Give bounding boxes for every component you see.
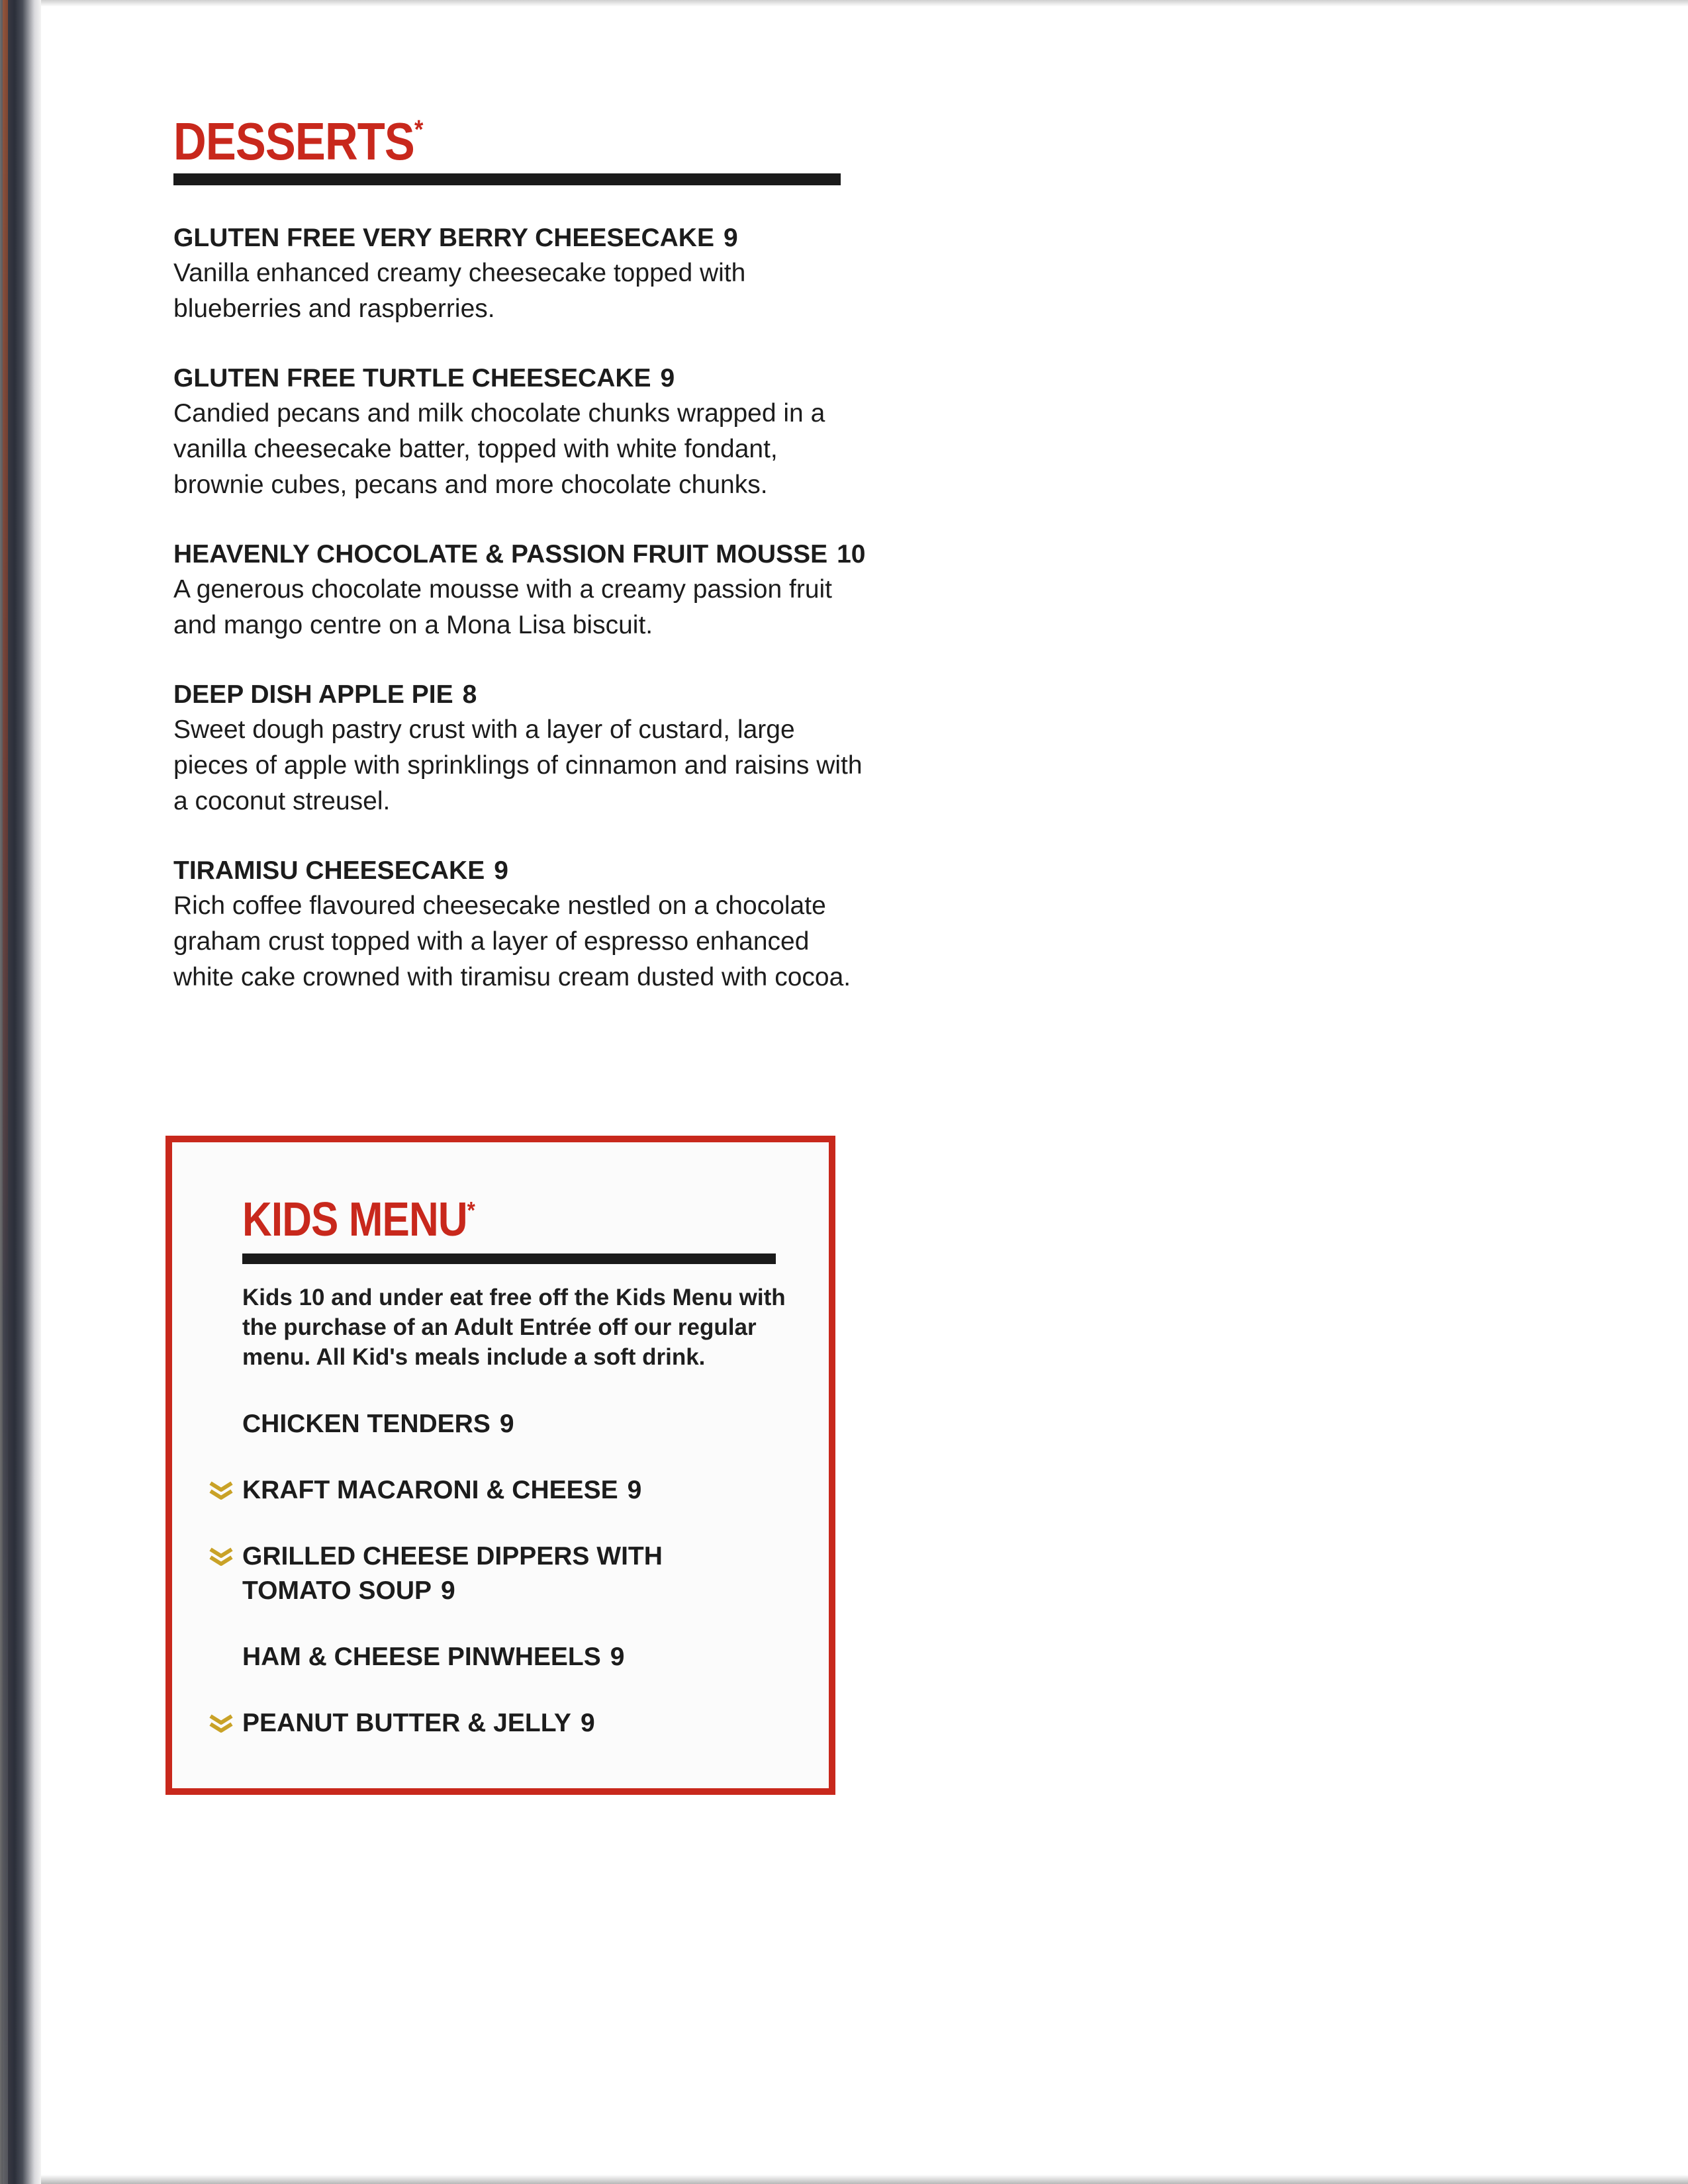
dessert-item xyxy=(173,537,935,643)
kids-item-price: 9 xyxy=(627,1476,642,1504)
kids-menu-item xyxy=(242,1407,759,1441)
kids-menu-title: KIDS MENU* xyxy=(242,1193,475,1246)
dessert-name: DEEP DISH APPLE PIE xyxy=(173,680,453,709)
vegetarian-chevron-icon xyxy=(208,1714,234,1735)
dessert-description: A generous chocolate mousse with a creamy passion fruit and mango centre on a Mona Lisa biscuit. xyxy=(173,575,833,639)
kids-menu-item xyxy=(242,1473,759,1508)
dessert-name-line xyxy=(173,854,935,888)
kids-item-price: 9 xyxy=(580,1709,595,1737)
dessert-name: GLUTEN FREE VERY BERRY CHEESECAKE xyxy=(173,224,714,252)
kids-menu-item xyxy=(242,1539,759,1608)
kids-menu-intro: Kids 10 and under eat free off the Kids Menu with the purchase of an Adult Entrée off our regular menu. All Kid's meals include a soft drink. xyxy=(242,1285,786,1370)
kids-item-name: GRILLED CHEESE DIPPERS WITH TOMATO SOUP xyxy=(242,1542,663,1605)
kids-item-name: CHICKEN TENDERS xyxy=(242,1410,491,1438)
dessert-name: GLUTEN FREE TURTLE CHEESECAKE xyxy=(173,364,651,392)
page-top-edge xyxy=(41,0,1688,7)
dessert-name-line xyxy=(173,221,935,255)
kids-item-price: 9 xyxy=(610,1643,625,1671)
kids-item-name: KRAFT MACARONI & CHEESE xyxy=(242,1476,618,1504)
dessert-description: Rich coffee flavoured cheesecake nestled on a chocolate graham crust topped with a layer of espresso enhanced white cake crowned with tiramisu cream dusted with cocoa. xyxy=(173,891,851,991)
page-bottom-edge xyxy=(41,2175,1688,2184)
dessert-price: 9 xyxy=(660,364,675,392)
dessert-name: TIRAMISU CHEESECAKE xyxy=(173,856,485,885)
dessert-name-line xyxy=(173,361,935,396)
kids-item-name: HAM & CHEESE PINWHEELS xyxy=(242,1643,601,1671)
dessert-item xyxy=(173,361,935,503)
kids-item-price: 9 xyxy=(499,1410,514,1438)
dessert-item xyxy=(173,678,935,819)
dessert-name: HEAVENLY CHOCOLATE & PASSION FRUIT MOUSSE xyxy=(173,540,828,569)
dessert-description: Sweet dough pastry crust with a layer of custard, large pieces of apple with sprinklings of cinnamon and raisins with a coconut streusel. xyxy=(173,715,863,815)
desserts-title: DESSERTS* xyxy=(173,112,423,171)
kids-menu-title-rule xyxy=(242,1253,776,1264)
kids-item-name: PEANUT BUTTER & JELLY xyxy=(242,1709,571,1737)
dessert-name-line xyxy=(173,537,935,572)
dessert-price: 10 xyxy=(837,540,866,569)
binder-spine-accent xyxy=(3,0,8,2184)
dessert-name-line xyxy=(173,678,935,712)
dessert-description: Candied pecans and milk chocolate chunks wrapped in a vanilla cheesecake batter, topped with white fondant, brownie cubes, pecans and more chocolate chunks. xyxy=(173,399,825,499)
kids-menu-box xyxy=(165,1136,835,1795)
desserts-title-rule xyxy=(173,173,841,185)
vegetarian-chevron-icon xyxy=(208,1547,234,1569)
kids-item-price: 9 xyxy=(441,1576,455,1605)
kids-menu-item xyxy=(242,1706,759,1741)
dessert-item xyxy=(173,221,935,327)
dessert-item xyxy=(173,854,935,995)
dessert-description: Vanilla enhanced creamy cheesecake topped with blueberries and raspberries. xyxy=(173,259,746,323)
dessert-price: 9 xyxy=(494,856,508,885)
kids-menu-item xyxy=(242,1640,759,1674)
vegetarian-chevron-icon xyxy=(208,1481,234,1502)
dessert-price: 8 xyxy=(462,680,477,709)
dessert-price: 9 xyxy=(723,224,738,252)
